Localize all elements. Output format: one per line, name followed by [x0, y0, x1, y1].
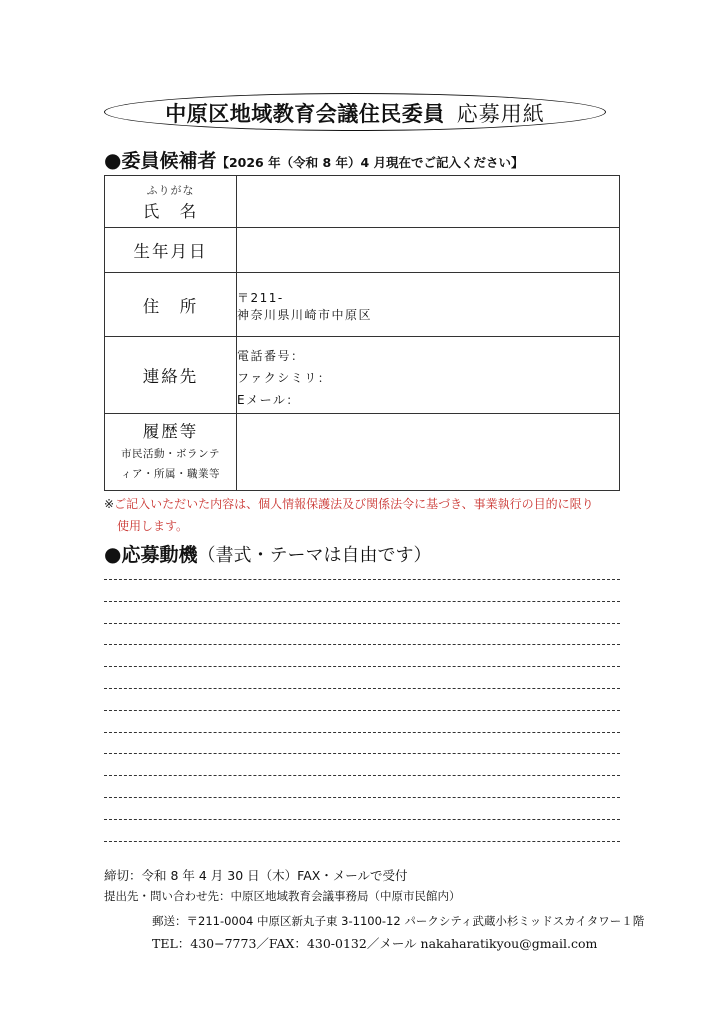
history-label: 履歴等 — [142, 422, 199, 441]
writing-line — [104, 775, 620, 776]
mailing-address-text: 郵送：〒211-0004 中原区新丸子東 3-1100-12 パークシティ武蔵小杉ミッドスカイタワー１階 — [152, 914, 645, 928]
writing-line — [104, 623, 620, 624]
deadline-text: 締切：令和 8 年 4 月 30 日（木）FAX・メールで受付 — [104, 868, 408, 883]
contact-phone-label: 電話番号： — [237, 349, 305, 363]
history-sub-label-1: 市民活動・ボランテ — [121, 448, 220, 460]
writing-line — [104, 797, 620, 798]
address-label-cell — [105, 273, 237, 337]
writing-line — [104, 753, 620, 754]
note-mark: ※ — [104, 497, 115, 511]
history-sub-label-2: ィア・所属・職業等 — [121, 468, 220, 480]
birthdate-label-cell — [105, 228, 237, 273]
address-field[interactable] — [237, 273, 620, 337]
writing-line — [104, 710, 620, 711]
name-furigana-label: ふりがな — [146, 183, 195, 197]
row-contact — [105, 337, 620, 414]
address-label: 住 所 — [142, 296, 199, 316]
section-motivation-paren: （書式・テーマは自由です） — [197, 545, 432, 566]
contact-fax-label: ファクシミリ： — [237, 371, 332, 385]
contact-office-text: 提出先・問い合わせ先：中原区地域教育会議事務局（中原市民館内） — [104, 889, 461, 903]
bullet-icon: ● — [104, 542, 122, 566]
name-label: 氏 名 — [142, 201, 199, 221]
privacy-notice — [104, 493, 624, 537]
name-field[interactable] — [237, 176, 620, 228]
writing-line — [104, 841, 620, 842]
row-address — [105, 273, 620, 337]
name-label-cell — [105, 176, 237, 228]
title-main: 中原区地域教育会議住民委員 — [165, 102, 445, 126]
writing-line — [104, 666, 620, 667]
writing-line — [104, 601, 620, 602]
section-candidate-heading — [104, 146, 524, 173]
row-birthdate — [105, 228, 620, 273]
contact-field[interactable] — [237, 337, 620, 414]
contact-label-cell — [105, 337, 237, 414]
section-motivation-heading — [104, 540, 431, 567]
contact-label: 連絡先 — [142, 367, 199, 386]
privacy-line-2: 使用します。 — [117, 519, 189, 533]
birthdate-field[interactable] — [237, 228, 620, 273]
row-name — [105, 176, 620, 228]
contact-email-label: Eメール： — [237, 393, 300, 407]
section-candidate-note: 【2026 年（令和 8 年）4 月現在でご記入ください】 — [216, 155, 524, 170]
writing-line — [104, 579, 620, 580]
writing-line — [104, 732, 620, 733]
row-history — [105, 414, 620, 491]
address-postal: 〒211- — [237, 290, 284, 305]
address-prefill: 神奈川県川崎市中原区 — [237, 307, 373, 322]
history-label-cell — [105, 414, 237, 491]
title-sub: 応募用紙 — [456, 102, 545, 126]
candidate-form-table — [104, 175, 620, 491]
section-motivation-title: 応募動機 — [121, 544, 198, 566]
privacy-line-1: ご記入いただいた内容は、個人情報保護法及び関係法令に基づき、事業執行の目的に限り — [114, 497, 594, 511]
writing-line — [104, 819, 620, 820]
history-field[interactable] — [237, 414, 620, 491]
writing-line — [104, 688, 620, 689]
birthdate-label: 生年月日 — [133, 242, 208, 261]
section-candidate-title: 委員候補者 — [121, 150, 217, 172]
page-title — [104, 98, 606, 128]
tel-fax-email-text: TEL：430−7773／FAX：430-0132／メール nakaharatikyou@gmail.com — [152, 936, 598, 951]
bullet-icon: ● — [104, 148, 122, 172]
writing-line — [104, 644, 620, 645]
